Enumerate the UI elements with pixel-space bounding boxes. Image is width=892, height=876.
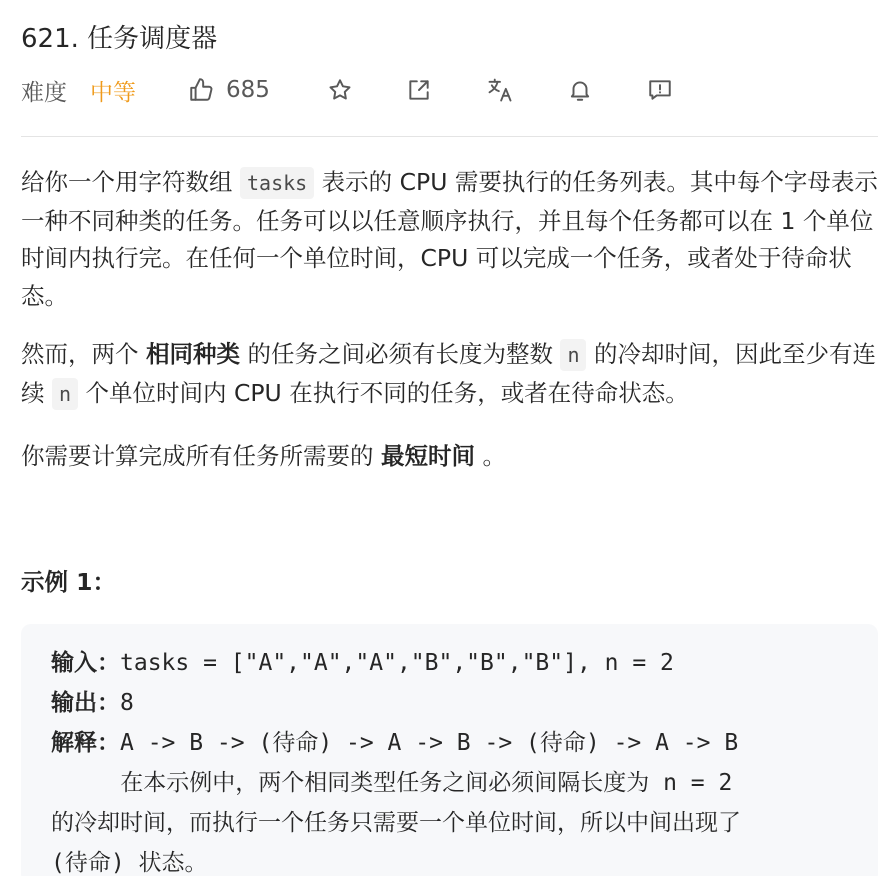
- text-segment: 的冷却时间，因此至少有连续: [21, 340, 876, 407]
- share-icon: [406, 77, 432, 103]
- output-value: 8: [120, 690, 134, 716]
- example-input-line: [51, 643, 674, 683]
- emphasis-same-type: 相同种类: [145, 340, 240, 368]
- feedback-button[interactable]: [647, 70, 673, 110]
- description-paragraph-2: [21, 336, 881, 413]
- explanation-label: 解释：: [51, 730, 120, 756]
- favorite-button[interactable]: [327, 70, 353, 110]
- bell-icon: [567, 77, 593, 103]
- explanation-text: 在本示例中，两个相同类型任务之间必须间隔长度为 n = 2: [51, 770, 733, 796]
- example-1-code-block: [21, 624, 878, 876]
- input-label: 输入：: [51, 650, 120, 676]
- inline-code-n: n: [52, 378, 78, 410]
- share-button[interactable]: [406, 70, 432, 110]
- output-label: 输出：: [51, 690, 120, 716]
- explanation-sequence: A -> B -> (待命) -> A -> B -> (待命) -> A -> B: [120, 730, 739, 756]
- like-button[interactable]: [188, 70, 270, 110]
- thumbs-up-icon: [188, 77, 214, 103]
- explanation-text: (待命) 状态。: [51, 850, 208, 876]
- like-count: 685: [226, 77, 270, 103]
- example-explanation-line: [51, 723, 738, 763]
- text-segment: 的任务之间必须有长度为整数: [239, 340, 561, 368]
- example-1-title: 示例 1：: [21, 568, 117, 596]
- example-output-line: [51, 683, 134, 723]
- header-divider: [21, 136, 878, 137]
- text-segment: 个单位时间内 CPU 在执行不同的任务，或者在待命状态。: [78, 378, 689, 407]
- text-segment: 给你一个用字符数组: [21, 168, 240, 196]
- difficulty-label: 难度: [21, 79, 67, 106]
- text-segment: 然而，两个: [21, 340, 146, 368]
- description-paragraph-1: [21, 164, 881, 315]
- text-segment: 。: [474, 442, 506, 470]
- text-segment: 你需要计算完成所有任务所需要的: [21, 442, 381, 470]
- emphasis-min-time: 最短时间: [380, 442, 475, 470]
- problem-title: 621. 任务调度器: [21, 24, 218, 54]
- translate-icon: [486, 76, 514, 104]
- feedback-icon: [647, 77, 673, 103]
- input-value: tasks = ["A","A","A","B","B","B"], n = 2: [120, 650, 674, 676]
- text-segment: 表示的 CPU 需要执行的任务列表。其中每个字母表示一种不同种类的任务。任务可以以任意顺序执行，并且每个任务都可以在 1 个单位时间内执行完。在任何一个单位时间，CPU 可以完成一个任务，或者处于待命状态。: [21, 168, 878, 310]
- inline-code-n: n: [560, 339, 586, 371]
- notification-button[interactable]: [567, 70, 593, 110]
- difficulty-badge: 中等: [90, 79, 136, 106]
- problem-toolbar: [21, 70, 881, 110]
- translate-button[interactable]: [486, 70, 514, 110]
- inline-code-tasks: tasks: [240, 167, 314, 199]
- description-paragraph-3: [21, 438, 881, 476]
- star-icon: [327, 77, 353, 103]
- explanation-text: 的冷却时间，而执行一个任务只需要一个单位时间，所以中间出现了: [51, 810, 741, 836]
